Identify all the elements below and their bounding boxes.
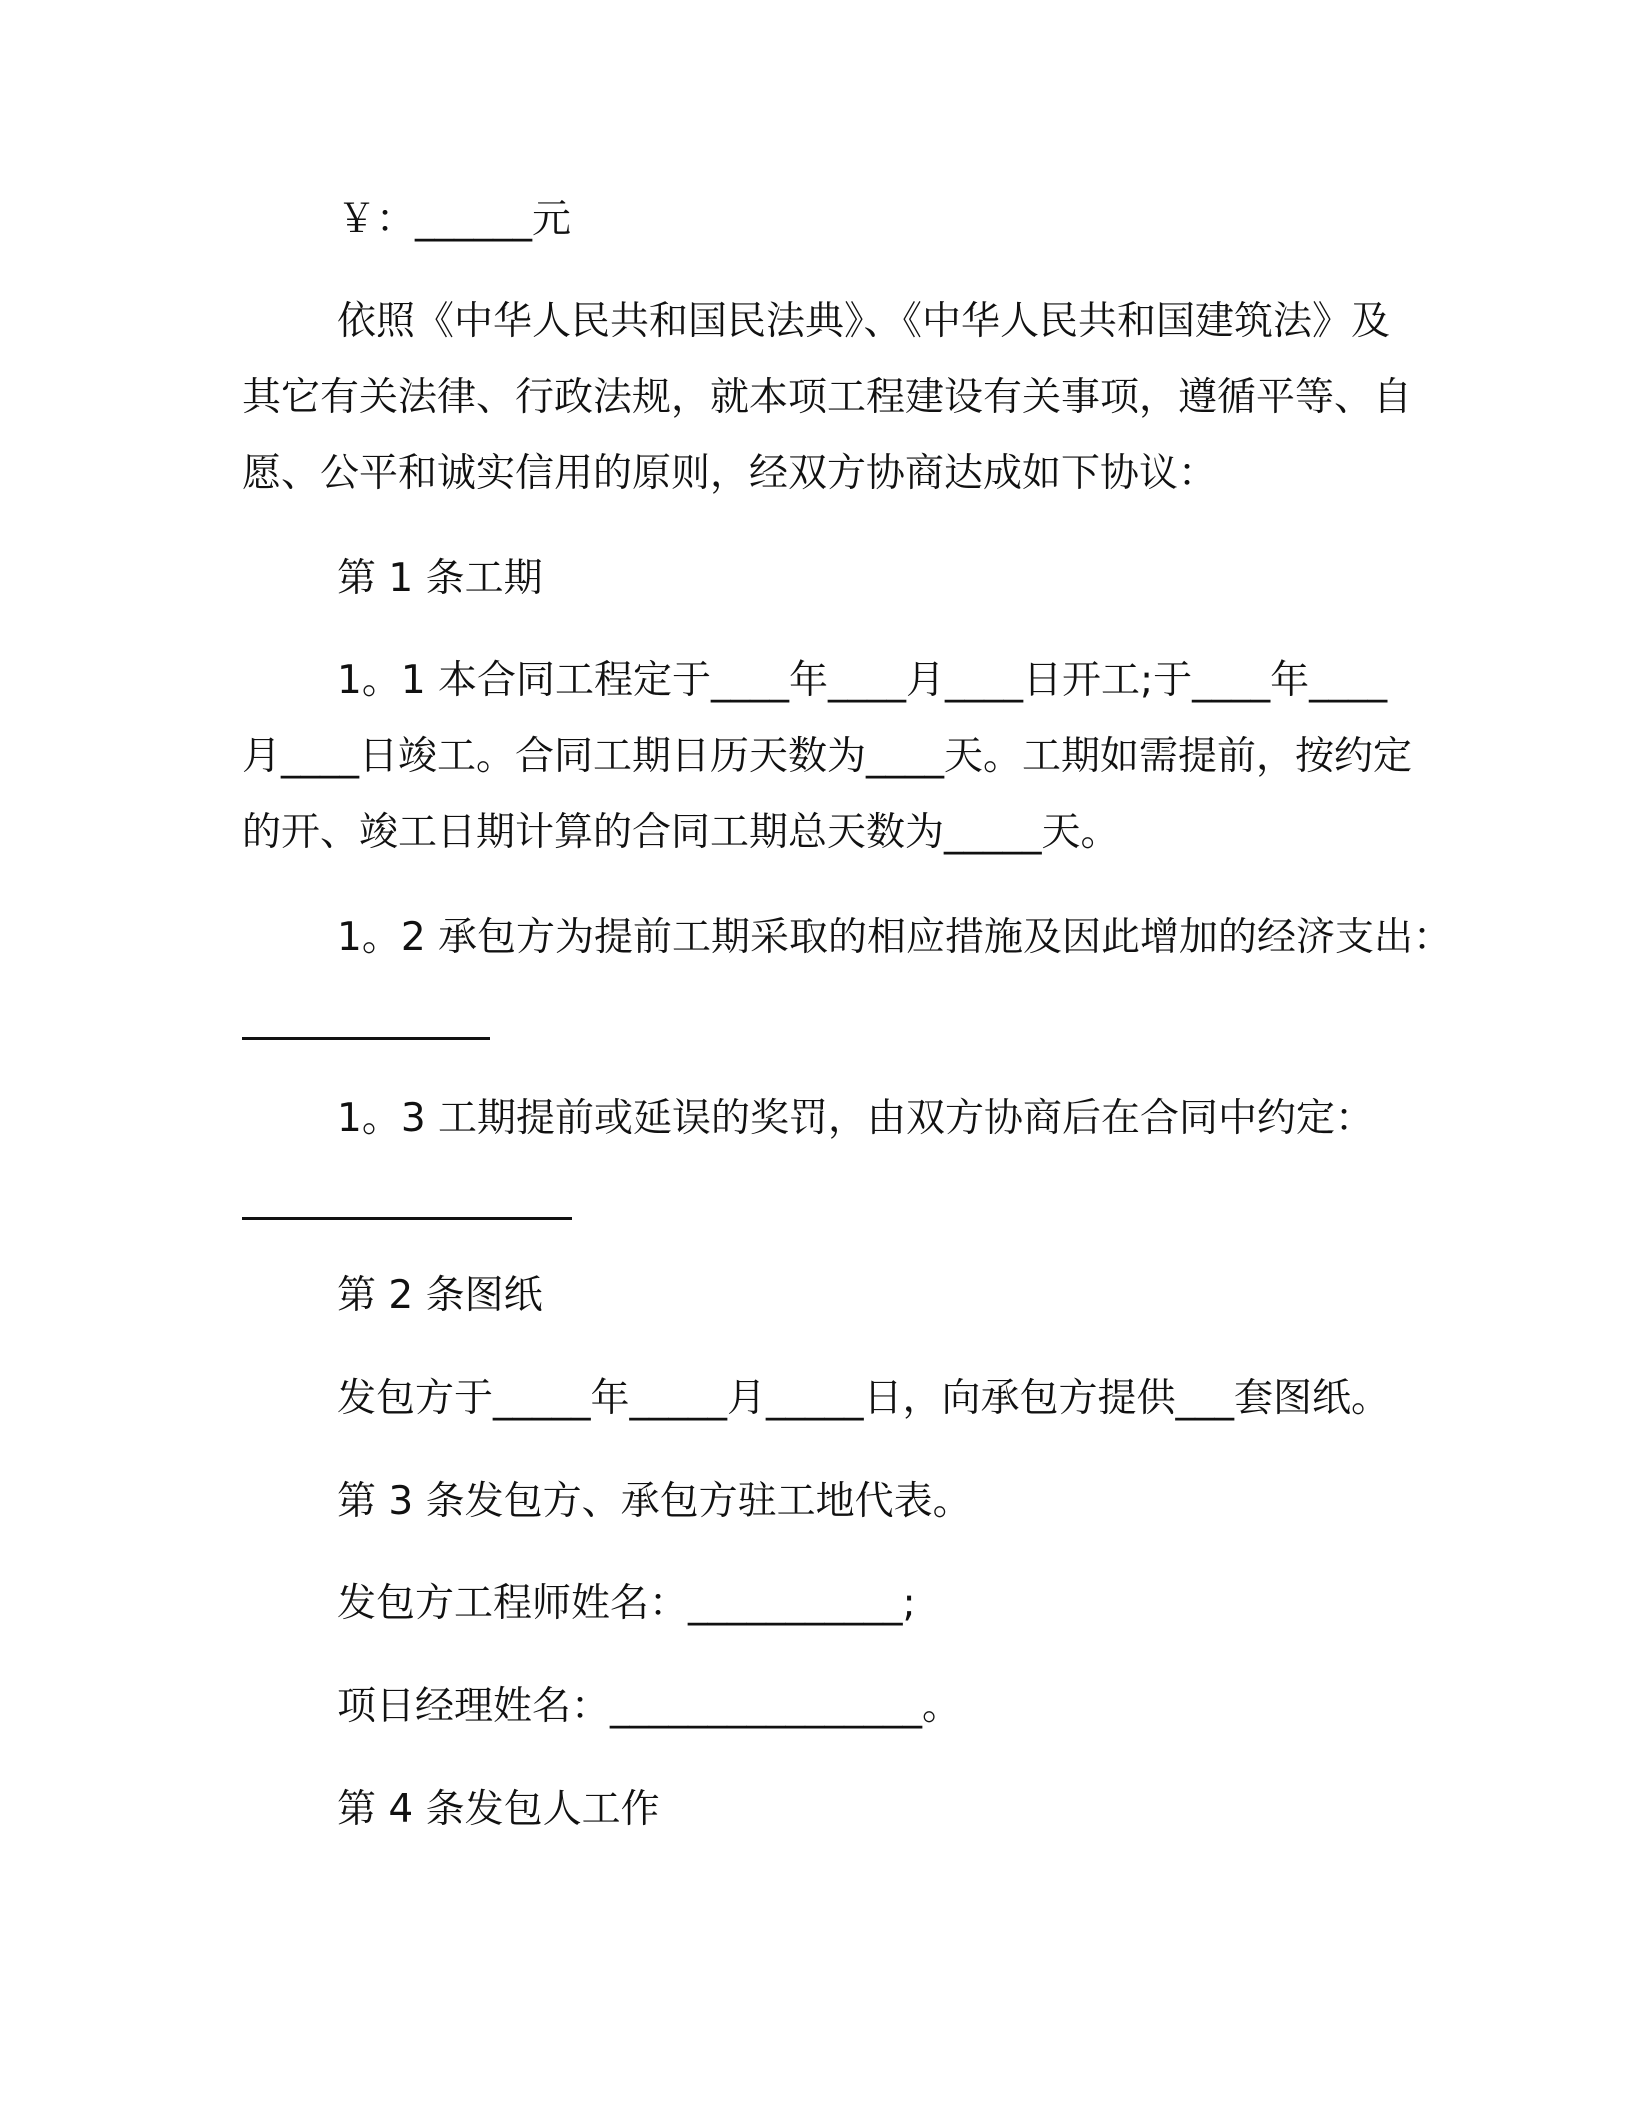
clause-1-1-line-1: 1。1 本合同工程定于____年____月____日开工;于____年____ (337, 658, 1388, 703)
clause-1-2-fill-blank (242, 1037, 490, 1040)
clause-1-3-fill-blank (242, 1217, 572, 1220)
engineer-name-line: 发包方工程师姓名：___________; (337, 1581, 916, 1626)
clause-1-3: 1。3 工期提前或延误的奖罚，由双方协商后在合同中约定： (337, 1096, 1375, 1141)
currency-line: ￥：______元 (337, 197, 572, 242)
clause-1-1-line-2: 月____日竣工。合同工期日历天数为____天。工期如需提前，按约定 (242, 734, 1413, 779)
article-4-title: 第 4 条发包人工作 (337, 1787, 660, 1832)
article-2-title: 第 2 条图纸 (337, 1273, 543, 1318)
article-2-body: 发包方于_____年_____月_____日，向承包方提供___套图纸。 (337, 1376, 1391, 1421)
manager-name-line: 项日经理姓名：________________。 (337, 1684, 962, 1729)
intro-line-1: 依照《中华人民共和国民法典》、《中华人民共和国建筑法》及 (337, 299, 1391, 344)
intro-line-3: 愿、公平和诚实信用的原则，经双方协商达成如下协议： (242, 451, 1218, 496)
clause-1-1-line-3: 的开、竣工日期计算的合同工期总天数为_____天。 (242, 810, 1120, 855)
article-3-title: 第 3 条发包方、承包方驻工地代表。 (337, 1479, 972, 1524)
article-1-title: 第 1 条工期 (337, 556, 543, 601)
clause-1-2: 1。2 承包方为提前工期采取的相应措施及因此增加的经济支出： (337, 915, 1453, 960)
intro-line-2: 其它有关法律、行政法规，就本项工程建设有关事项，遵循平等、自 (242, 375, 1413, 420)
